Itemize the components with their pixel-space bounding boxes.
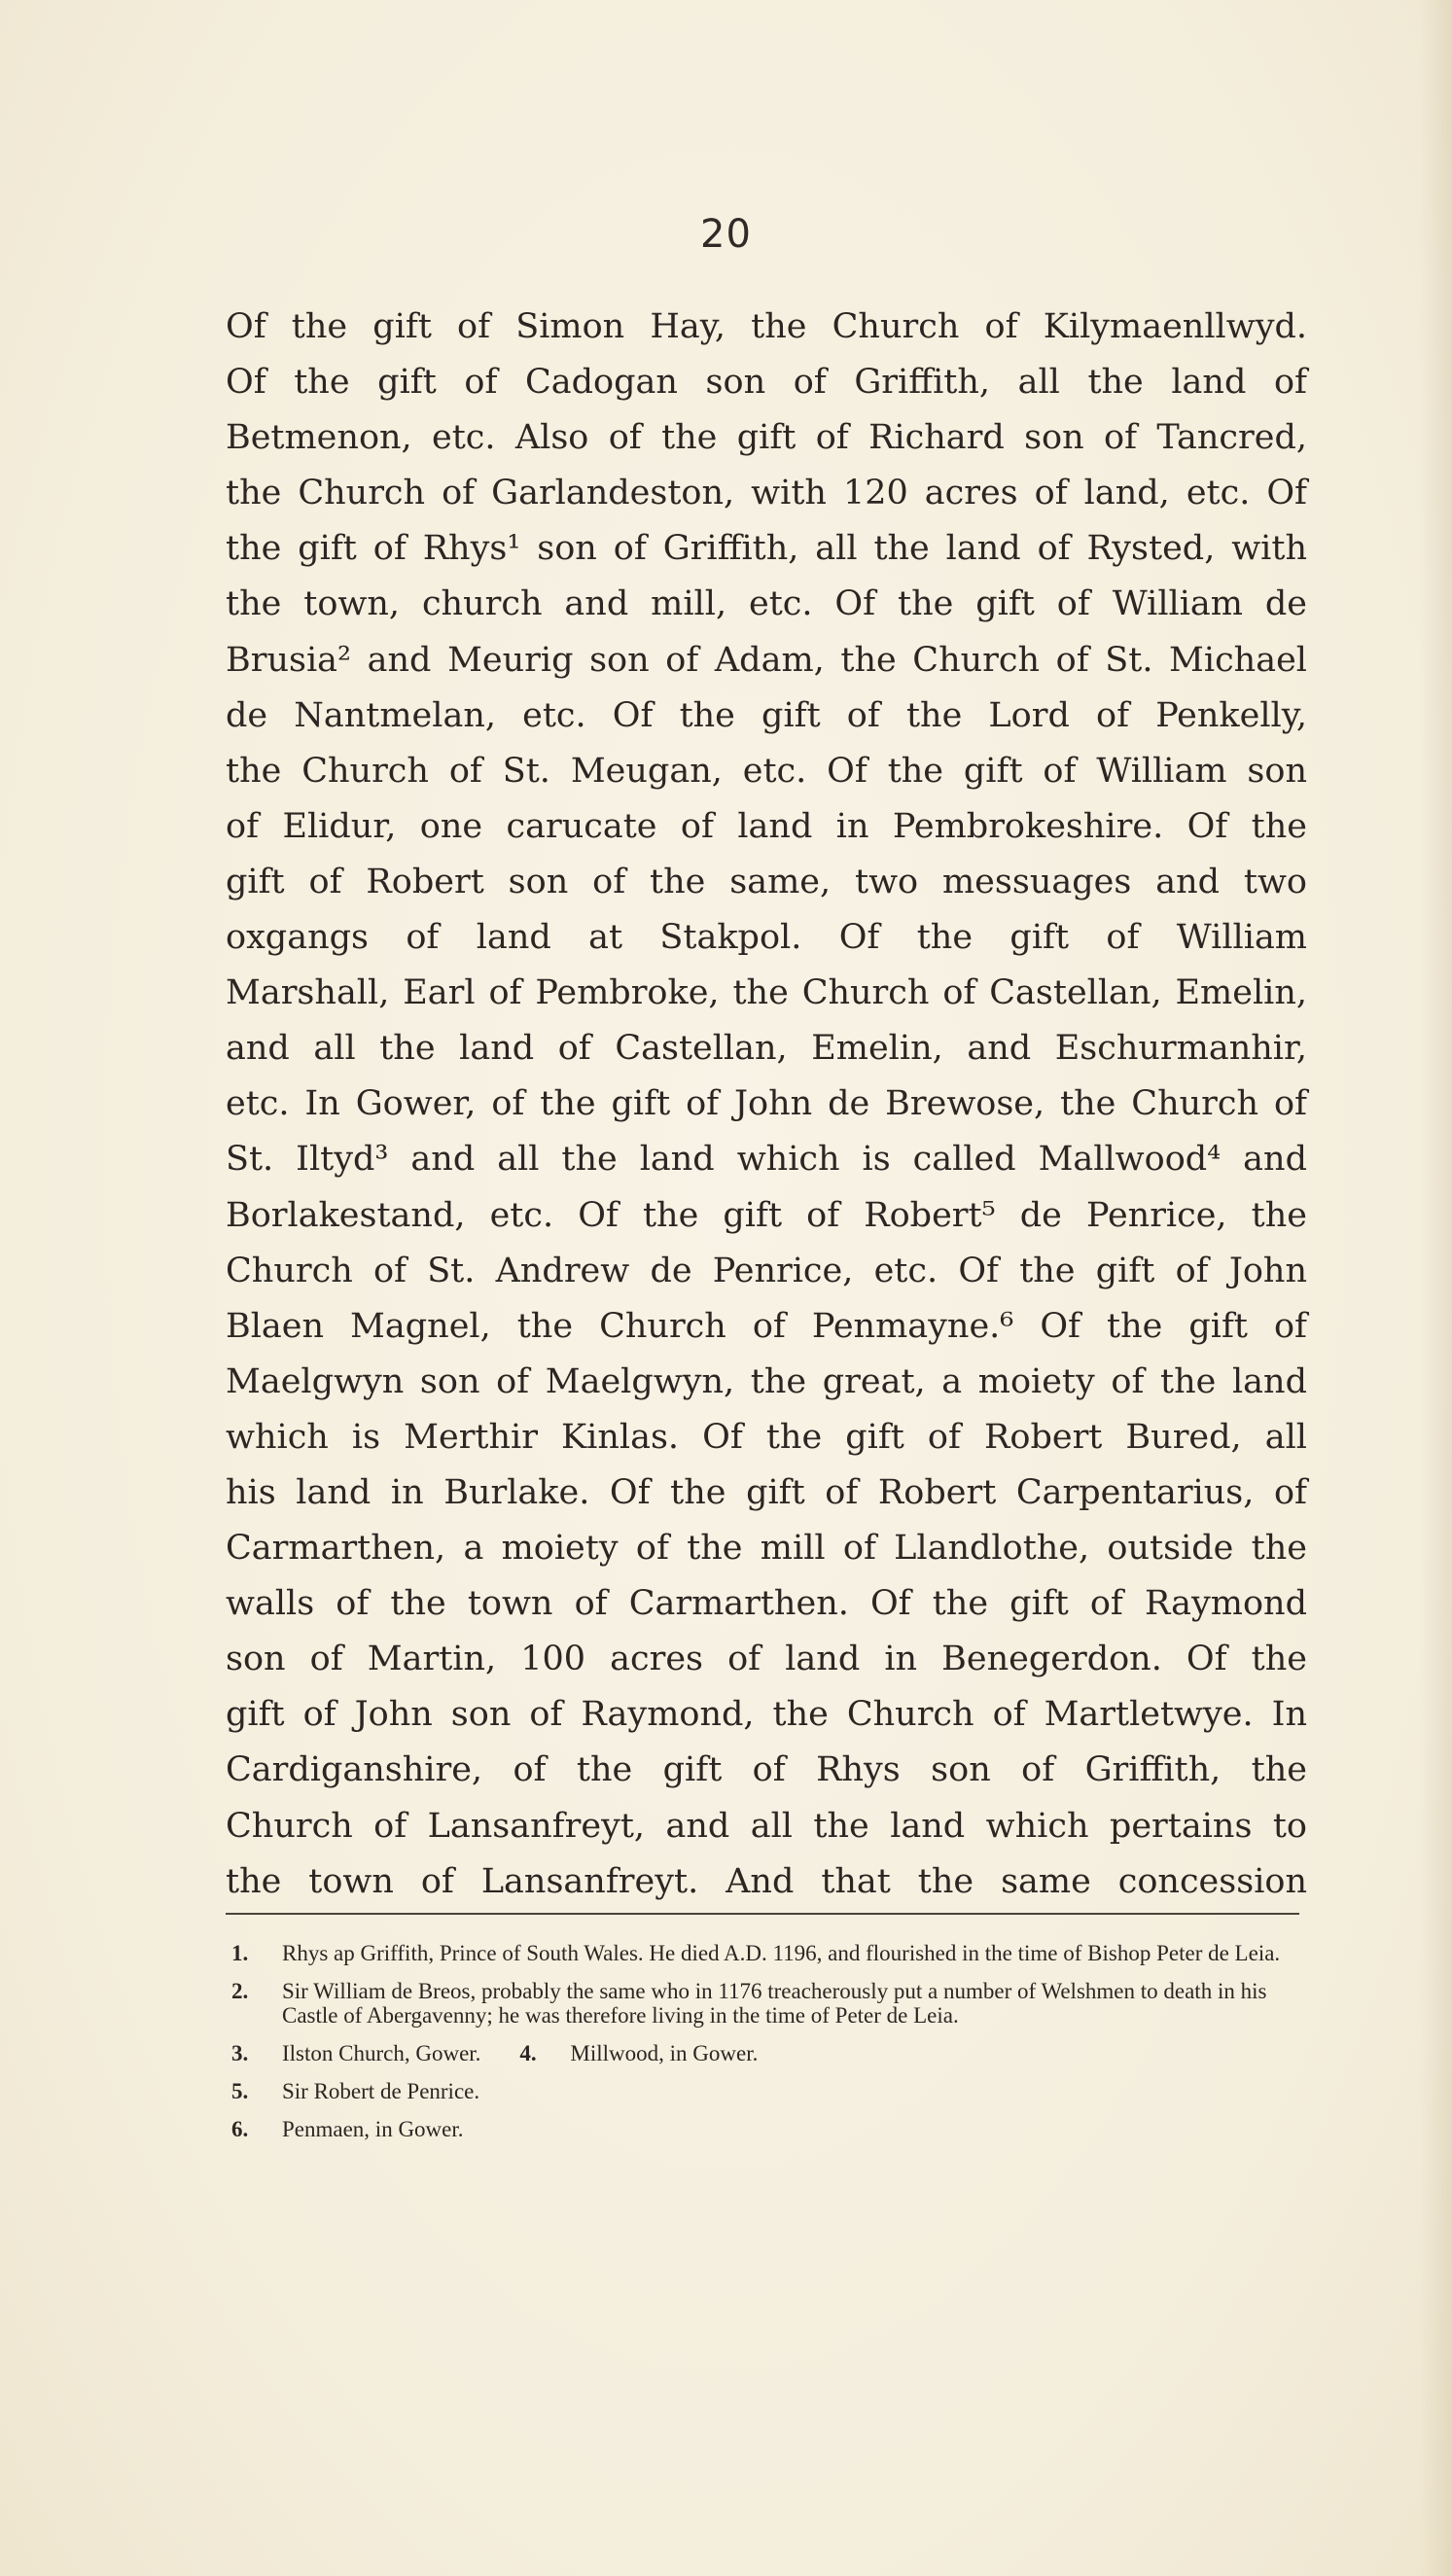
footnote-number: 4. xyxy=(519,2041,537,2065)
body-line: the Church of St. Meugan, etc. Of the gift of William son xyxy=(226,751,1307,791)
body-line: the gift of Rhys¹ son of Griffith, all the land of Rysted, with xyxy=(226,529,1307,569)
body-line: which is Merthir Kinlas. Of the gift of Robert Bured, all xyxy=(226,1417,1307,1457)
footnote-item xyxy=(231,2117,1301,2141)
footnotes xyxy=(231,1941,1301,2155)
body-line: his land in Burlake. Of the gift of Robert Carpentarius, of xyxy=(226,1472,1307,1512)
footnote-item xyxy=(231,2041,480,2065)
footnote-divider xyxy=(226,1913,1299,1915)
footnote-text: Ilston Church, Gower. xyxy=(282,2041,481,2065)
footnote-number: 5. xyxy=(231,2079,249,2103)
footnote-text: Millwood, in Gower. xyxy=(570,2041,759,2065)
footnote-number: 6. xyxy=(231,2117,249,2141)
footnote-text: Sir Robert de Penrice. xyxy=(282,2079,480,2103)
page-edge-shading xyxy=(1419,0,1452,2576)
footnote-text: Rhys ap Griffith, Prince of South Wales. He died A.D. 1196, and flourished in the time of Bishop Peter de Leia. xyxy=(282,1941,1281,1965)
body-text xyxy=(226,300,1307,1910)
footnote-row xyxy=(231,2041,1301,2065)
body-line: son of Martin, 100 acres of land in Benegerdon. Of the xyxy=(226,1640,1307,1679)
body-line: oxgangs of land at Stakpol. Of the gift of William xyxy=(226,918,1307,958)
body-line: the town, church and mill, etc. Of the gift of William de xyxy=(226,584,1307,624)
body-line: of Elidur, one carucate of land in Pembrokeshire. Of the xyxy=(226,806,1307,846)
footnote-item xyxy=(231,2079,1301,2103)
body-line: etc. In Gower, of the gift of John de Brewose, the Church of xyxy=(226,1084,1307,1124)
footnote-item xyxy=(519,2041,758,2065)
body-line: Church of Lansanfreyt, and all the land which pertains to xyxy=(226,1806,1307,1846)
body-line: the Church of Garlandeston, with 120 acres of land, etc. Of xyxy=(226,474,1307,513)
body-line: St. Iltyd³ and all the land which is called Mallwood⁴ and xyxy=(226,1140,1307,1180)
body-line: Of the gift of Simon Hay, the Church of Kilymaenllwyd. xyxy=(226,307,1307,346)
footnote-text: Penmaen, in Gower. xyxy=(282,2117,464,2141)
body-line: Betmenon, etc. Also of the gift of Richard son of Tancred, xyxy=(226,418,1307,458)
page-number: 20 xyxy=(700,212,752,257)
body-line: and all the land of Castellan, Emelin, and Eschurmanhir, xyxy=(226,1029,1307,1069)
body-line: de Nantmelan, etc. Of the gift of the Lord of Penkelly, xyxy=(226,695,1307,735)
footnote-number: 2. xyxy=(231,1979,249,2003)
footnote-number: 3. xyxy=(231,2041,249,2065)
footnote-item xyxy=(231,1979,1301,2028)
body-line: Carmarthen, a moiety of the mill of Llandlothe, outside the xyxy=(226,1529,1307,1569)
body-line: Of the gift of Cadogan son of Griffith, all the land of xyxy=(226,363,1307,403)
footnote-text: Sir William de Breos, probably the same who in 1176 treacherously put a number of Welshmen to death in his Castle of Abergavenny; he was therefore living in the time of Peter de Leia. xyxy=(282,1979,1267,2028)
body-line: Cardiganshire, of the gift of Rhys son of Griffith, the xyxy=(226,1750,1307,1790)
body-line: Borlakestand, etc. Of the gift of Robert⁵ de Penrice, the xyxy=(226,1195,1307,1235)
body-line: Marshall, Earl of Pembroke, the Church of Castellan, Emelin, xyxy=(226,973,1307,1013)
body-line: Maelgwyn son of Maelgwyn, the great, a moiety of the land xyxy=(226,1361,1307,1401)
body-line: gift of John son of Raymond, the Church of Martletwye. In xyxy=(226,1695,1307,1735)
body-line: Church of St. Andrew de Penrice, etc. Of the gift of John xyxy=(226,1251,1307,1290)
body-line: walls of the town of Carmarthen. Of the gift of Raymond xyxy=(226,1584,1307,1624)
body-line: gift of Robert son of the same, two messuages and two xyxy=(226,862,1307,901)
body-line: Brusia² and Meurig son of Adam, the Church of St. Michael xyxy=(226,640,1307,680)
body-line: the town of Lansanfreyt. And that the same concession xyxy=(226,1861,1307,1901)
footnote-item xyxy=(231,1941,1301,1965)
footnote-number: 1. xyxy=(231,1941,249,1965)
body-line: Blaen Magnel, the Church of Penmayne.⁶ Of the gift of xyxy=(226,1306,1307,1346)
